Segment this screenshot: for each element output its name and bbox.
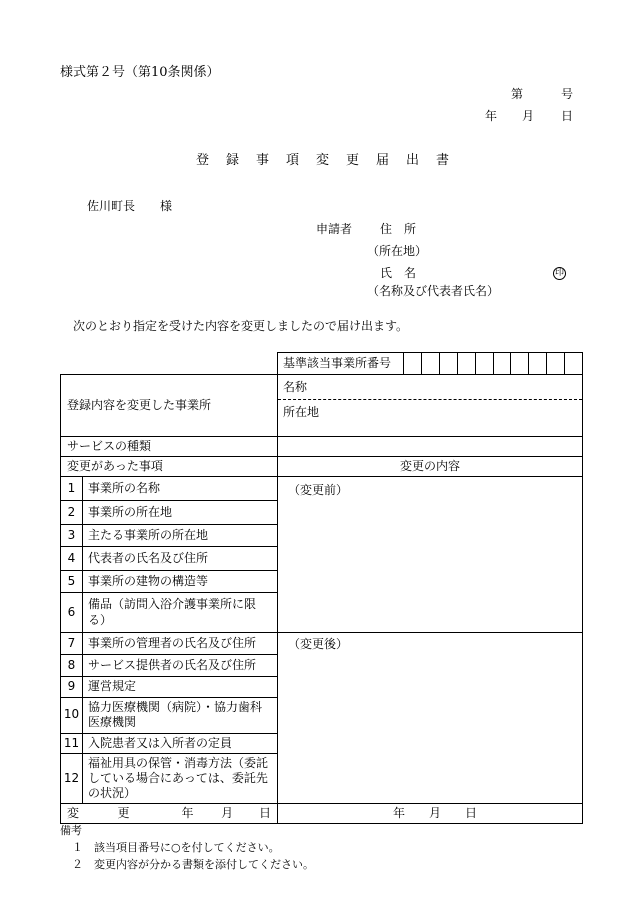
office-name-label: 名称 (278, 375, 582, 400)
item-number[interactable]: 1 (61, 477, 83, 501)
item-number[interactable]: 12 (61, 754, 83, 804)
service-type-label: サービスの種類 (67, 438, 152, 453)
change-content-label: 変更の内容 (278, 457, 583, 477)
office-label-cell (61, 375, 278, 437)
intro-text: 次のとおり指定を受けた内容を変更しましたので届け出ます。 (73, 319, 409, 333)
change-date-label-2: 更 (117, 806, 130, 821)
addressee-honorific: 様 (160, 199, 173, 213)
item-number[interactable]: 2 (61, 501, 83, 525)
change-date-label-5: 日 (258, 806, 271, 821)
item-number[interactable]: 11 (61, 733, 83, 754)
standard-number-label: 基準該当事業所番号 (278, 353, 404, 375)
service-type-label-cell (61, 437, 278, 457)
item-text: 代表者の氏名及び住所 (83, 547, 278, 571)
address-note: （所在地） (367, 244, 428, 258)
item-text: 事業所の所在地 (83, 501, 278, 525)
item-number[interactable]: 6 (61, 593, 83, 633)
item-number[interactable]: 4 (61, 547, 83, 571)
change-date-label-3: 年 (181, 806, 194, 821)
notes-section (60, 822, 314, 873)
item-text: サービス提供者の氏名及び住所 (83, 655, 278, 677)
form-label: 様式第２号（第10条関係） (60, 65, 220, 80)
name-label-1: 氏 (380, 266, 393, 280)
address-label-1: 住 (380, 222, 393, 236)
number-label-prefix: 第 (511, 87, 524, 101)
change-after-label: （変更後） (288, 637, 349, 651)
notes-heading: 備考 (60, 824, 82, 837)
item-number[interactable]: 3 (61, 525, 83, 547)
change-date-year: 年 (392, 806, 405, 821)
change-date-value-cell[interactable] (278, 804, 583, 824)
change-after-cell[interactable] (278, 633, 583, 804)
change-date-day: 日 (465, 806, 478, 821)
change-before-cell[interactable] (278, 477, 583, 633)
name-note: （名称及び代表者氏名） (367, 284, 500, 298)
note-item: ２ 変更内容が分かる書類を添付してください。 (72, 858, 314, 872)
service-type-value[interactable] (278, 437, 583, 457)
note-item: １ 該当項目番号に○を付してください。 (72, 841, 280, 855)
addressee-name: 佐川町長 (87, 199, 136, 213)
office-info-cell[interactable] (278, 375, 583, 437)
standard-number-boxes[interactable] (404, 353, 583, 375)
name-label-2: 名 (404, 266, 417, 280)
item-number[interactable]: 7 (61, 633, 83, 655)
change-form-table (60, 352, 583, 824)
address-label-2: 所 (404, 222, 417, 236)
item-number[interactable]: 8 (61, 655, 83, 677)
seal-mark: 印 (554, 268, 564, 278)
change-date-label-1: 変 (67, 806, 80, 821)
item-text: 事業所の建物の構造等 (83, 571, 278, 593)
document-title: 登録事項変更届出書 (196, 153, 467, 168)
applicant-label: 申請者 (316, 222, 353, 236)
change-before-label: （変更前） (288, 483, 349, 497)
item-text: 協力医療機関（病院）・協力歯科医療機関 (83, 697, 278, 733)
date-day: 日 (561, 109, 574, 123)
item-text: 入院患者又は入所者の定員 (83, 733, 278, 754)
item-number[interactable]: 10 (61, 697, 83, 733)
item-text: 福祉用具の保管・消毒方法（委託している場合にあっては、委託先の状況） (83, 754, 278, 804)
office-label: 登録内容を変更した事業所 (67, 397, 212, 412)
change-date-label-cell (61, 804, 278, 824)
date-month: 月 (522, 109, 535, 123)
date-year: 年 (485, 109, 498, 123)
item-text: 事業所の名称 (83, 477, 278, 501)
item-text: 事業所の管理者の氏名及び住所 (83, 633, 278, 655)
item-text: 備品（訪問入浴介護事業所に限る） (83, 593, 278, 633)
item-text: 運営規定 (83, 677, 278, 698)
item-number[interactable]: 5 (61, 571, 83, 593)
item-text: 主たる事業所の所在地 (83, 525, 278, 547)
office-address-label: 所在地 (283, 405, 320, 419)
item-number[interactable]: 9 (61, 677, 83, 698)
changed-items-label: 変更があった事項 (67, 458, 163, 473)
change-date-month: 月 (428, 806, 441, 821)
change-date-label-4: 月 (221, 806, 234, 821)
number-label-suffix: 号 (561, 87, 574, 101)
